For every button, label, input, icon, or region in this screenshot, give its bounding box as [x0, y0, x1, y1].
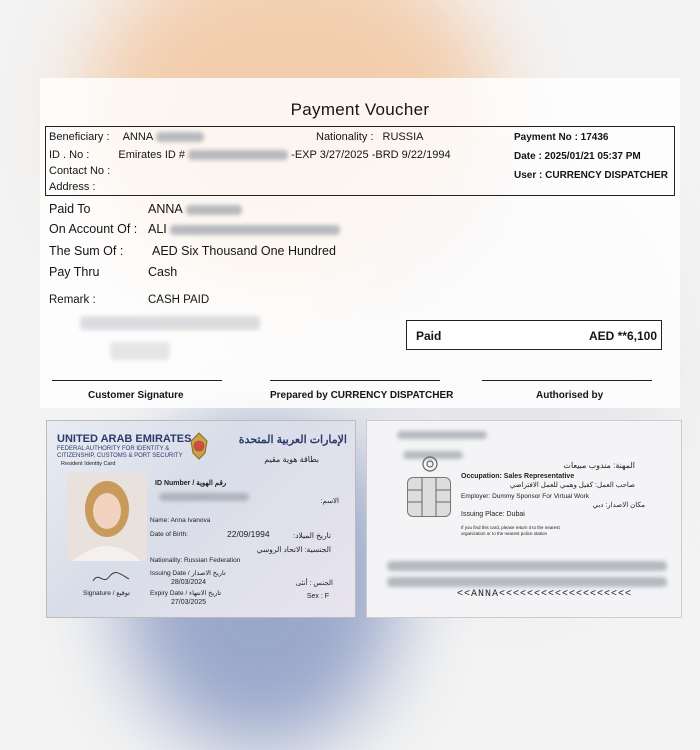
redacted-stamp — [110, 342, 170, 360]
contactless-icon — [419, 455, 441, 473]
back-issuing-place: Issuing Place: Dubai — [461, 511, 525, 518]
prepared-by-label: Prepared by CURRENCY DISPATCHER — [270, 390, 454, 401]
portrait-photo-icon — [67, 473, 147, 561]
payment-number: Payment No : 17436 — [514, 132, 609, 143]
id-dob-value: 22/09/1994 — [227, 529, 270, 539]
beneficiary-row — [49, 131, 204, 143]
paid-to-label: Paid To — [49, 202, 91, 216]
account-value-row — [148, 222, 340, 236]
emirates-id-back — [366, 420, 682, 618]
id-arabic-name-label: :الاسم — [320, 498, 339, 505]
back-found-note-1: If you find this card, please return it to the nearest — [461, 525, 560, 530]
sum-label: The Sum Of : — [49, 244, 124, 258]
id-card-type: Resident Identity Card — [61, 461, 116, 467]
id-arabic-header: الإمارات العربية المتحدة — [238, 434, 347, 446]
id-authority-2: CITIZENSHIP, CUSTOMS & PORT SECURITY — [57, 453, 183, 459]
back-found-note-2: organization or to the nearest police station — [461, 531, 548, 536]
redacted-id-number-card — [159, 493, 249, 501]
id-prefix: Emirates ID # — [118, 149, 186, 161]
customer-signature-label: Customer Signature — [88, 390, 184, 401]
redacted-mrz-line-1 — [387, 561, 667, 571]
nationality-value: RUSSIA — [382, 131, 424, 143]
paid-to-value: ANNA — [148, 202, 183, 216]
redacted-mrz-line-2 — [387, 577, 667, 587]
beneficiary-label: Beneficiary : — [49, 131, 110, 143]
id-issuing-date-label: Issuing Date / تاريخ الاصدار — [150, 570, 226, 577]
redacted-account — [170, 225, 340, 235]
remark-value: CASH PAID — [148, 294, 210, 306]
id-dates: -EXP 3/27/2025 -BRD 9/22/1994 — [291, 149, 451, 161]
id-expiry-date-label: Expiry Date / تاريخ الانتهاء — [150, 590, 222, 597]
back-employer-arabic: صاحب العمل: كفيل وهمي للعمل الافتراضي — [509, 482, 635, 489]
redacted-surname — [156, 132, 204, 142]
id-name: Name: Anna Ivanova — [150, 517, 211, 524]
id-number-label: ID Number / رقم الهوية — [155, 480, 227, 487]
prepared-by-line — [270, 380, 440, 381]
back-mrz-line: <<ANNA<<<<<<<<<<<<<<<<<<< — [457, 589, 633, 600]
redacted-id-number — [188, 150, 288, 160]
id-sex-arabic: الجنس : أنثى — [295, 580, 333, 587]
customer-signature-line — [52, 380, 222, 381]
address-label: Address : — [49, 181, 96, 193]
id-country: UNITED ARAB EMIRATES — [57, 433, 192, 445]
id-sex: Sex : F — [306, 593, 329, 600]
account-value: ALI — [148, 222, 167, 236]
back-employer: Employer: Dummy Sponsor For Virtual Work — [461, 493, 589, 500]
id-photo — [67, 473, 147, 561]
uae-emblem-icon — [185, 431, 213, 461]
redacted-card-number — [397, 431, 487, 439]
id-issuing-date-value: 28/03/2024 — [171, 579, 207, 586]
account-label: On Account Of : — [49, 222, 138, 236]
paid-amount: AED **6,100 — [588, 329, 657, 343]
paid-label: Paid — [416, 329, 442, 343]
id-label: ID . No : — [49, 149, 90, 161]
beneficiary-info-box — [45, 126, 675, 196]
nationality-row — [316, 131, 424, 143]
id-expiry-date-value: 27/03/2025 — [171, 599, 207, 606]
nationality-label: Nationality : — [316, 131, 374, 143]
authorised-by-label: Authorised by — [536, 390, 604, 401]
id-authority-1: FEDERAL AUTHORITY FOR IDENTITY & — [57, 446, 170, 452]
authorised-by-line — [482, 380, 652, 381]
pay-thru-value: Cash — [148, 265, 178, 279]
back-occupation: Occupation: Sales Representative — [461, 473, 575, 480]
paid-to-value-row — [148, 202, 242, 216]
voucher-user: User : CURRENCY DISPATCHER — [514, 170, 668, 181]
id-dob-label: Date of Birth: — [150, 531, 188, 538]
id-nationality: Nationality: Russian Federation — [150, 557, 241, 564]
payment-voucher — [40, 78, 680, 408]
id-dob-arabic: :تاريخ الميلاد — [293, 531, 331, 540]
handwritten-signature-icon — [91, 569, 131, 587]
voucher-date: Date : 2025/01/21 05:37 PM — [514, 151, 641, 162]
paid-amount-box — [406, 320, 662, 350]
id-signature-label: Signature / توقيع — [83, 590, 130, 597]
pay-thru-label: Pay Thru — [49, 265, 100, 279]
smart-chip-icon — [407, 477, 451, 517]
redacted-handwriting — [80, 316, 260, 330]
voucher-title: Payment Voucher — [290, 100, 430, 119]
id-arabic-sub: بطاقة هوية مقيم — [264, 455, 319, 464]
emirates-id-front — [46, 420, 356, 618]
id-nationality-arabic: الجنسية: الاتحاد الروسي — [256, 545, 331, 554]
redacted-paid-to — [186, 205, 242, 215]
id-row — [49, 149, 451, 161]
sum-value: AED Six Thousand One Hundred — [152, 244, 336, 258]
beneficiary-value: ANNA — [122, 131, 153, 143]
back-occupation-arabic: المهنة: مندوب مبيعات — [563, 461, 635, 470]
back-issuing-place-arabic: مكان الاصدار: دبي — [592, 502, 645, 509]
contact-label: Contact No : — [49, 165, 111, 177]
remark-label: Remark : — [49, 294, 96, 306]
